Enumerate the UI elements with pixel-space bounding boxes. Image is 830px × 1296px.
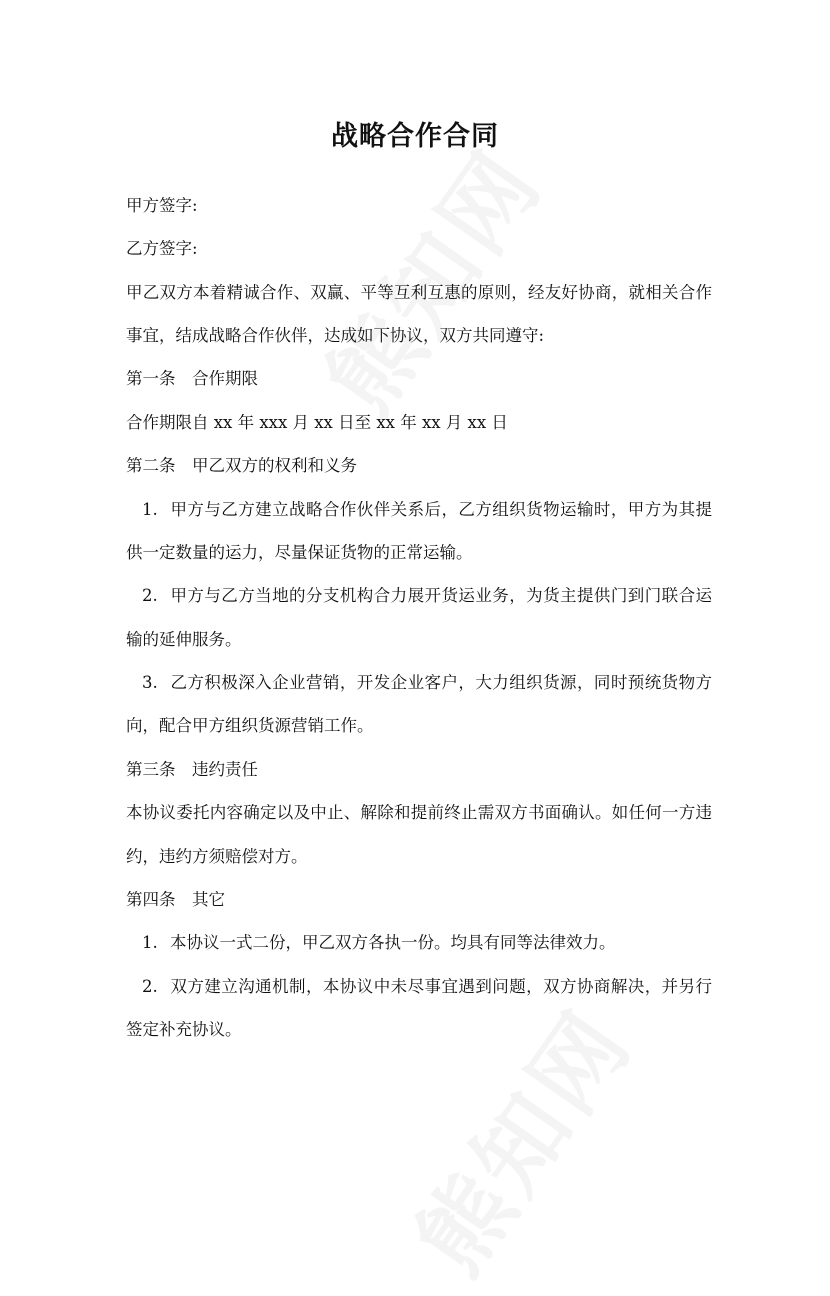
article-2-item-1-line-1	[142, 499, 712, 521]
item-number: 3.	[142, 673, 158, 692]
article-1-heading: 第一条 合作期限	[126, 369, 258, 388]
document-title: 战略合作合同	[331, 121, 499, 152]
item-text: 甲方与乙方建立战略合作伙伴关系后，乙方组织货物运输时，甲方为其提	[170, 500, 712, 519]
party-b-signature: 乙方签字:	[126, 239, 198, 258]
party-a-signature: 甲方签字:	[126, 196, 198, 215]
item-text: 乙方积极深入企业营销，开发企业客户，大力组织货源，同时预统货物方	[170, 673, 712, 692]
article-3-heading: 第三条 违约责任	[126, 760, 258, 779]
article-2-item-3-line-1	[142, 672, 712, 694]
article-3-text-line-1: 本协议委托内容确定以及中止、解除和提前终止需双方书面确认。如任何一方违	[126, 803, 712, 822]
item-number: 1.	[142, 500, 158, 519]
article-2-item-3-line-2: 向，配合甲方组织货源营销工作。	[126, 716, 374, 735]
item-text: 双方建立沟通机制，本协议中未尽事宜遇到问题，双方协商解决，并另行	[170, 977, 712, 996]
article-2-item-2-line-2: 输的延伸服务。	[126, 630, 242, 649]
preamble-line-1: 甲乙双方本着精诚合作、双赢、平等互利互惠的原则，经友好协商，就相关合作	[126, 283, 712, 302]
article-4-heading: 第四条 其它	[126, 890, 225, 909]
article-2-item-2-line-1	[142, 585, 712, 607]
item-number: 2.	[142, 977, 158, 996]
item-number: 1.	[142, 933, 158, 952]
article-4-item-1	[142, 932, 712, 954]
item-text: 本协议一式二份，甲乙双方各执一份。均具有同等法律效力。	[170, 933, 616, 952]
article-2-heading: 第二条 甲乙双方的权利和义务	[126, 456, 357, 475]
item-text: 甲方与乙方当地的分支机构合力展开货运业务，为货主提供门到门联合运	[170, 586, 712, 605]
article-1-text: 合作期限自 xx 年 xxx 月 xx 日至 xx 年 xx 月 xx 日	[126, 413, 508, 432]
article-4-item-2-line-1	[142, 976, 712, 998]
item-number: 2.	[142, 586, 158, 605]
preamble-line-2: 事宜，结成战略合作伙伴，达成如下协议，双方共同遵守:	[126, 326, 545, 345]
article-4-item-2-line-2: 签定补充协议。	[126, 1020, 242, 1039]
article-2-item-1-line-2: 供一定数量的运力，尽量保证货物的正常运输。	[126, 543, 473, 562]
article-3-text-line-2: 约，违约方须赔偿对方。	[126, 847, 308, 866]
